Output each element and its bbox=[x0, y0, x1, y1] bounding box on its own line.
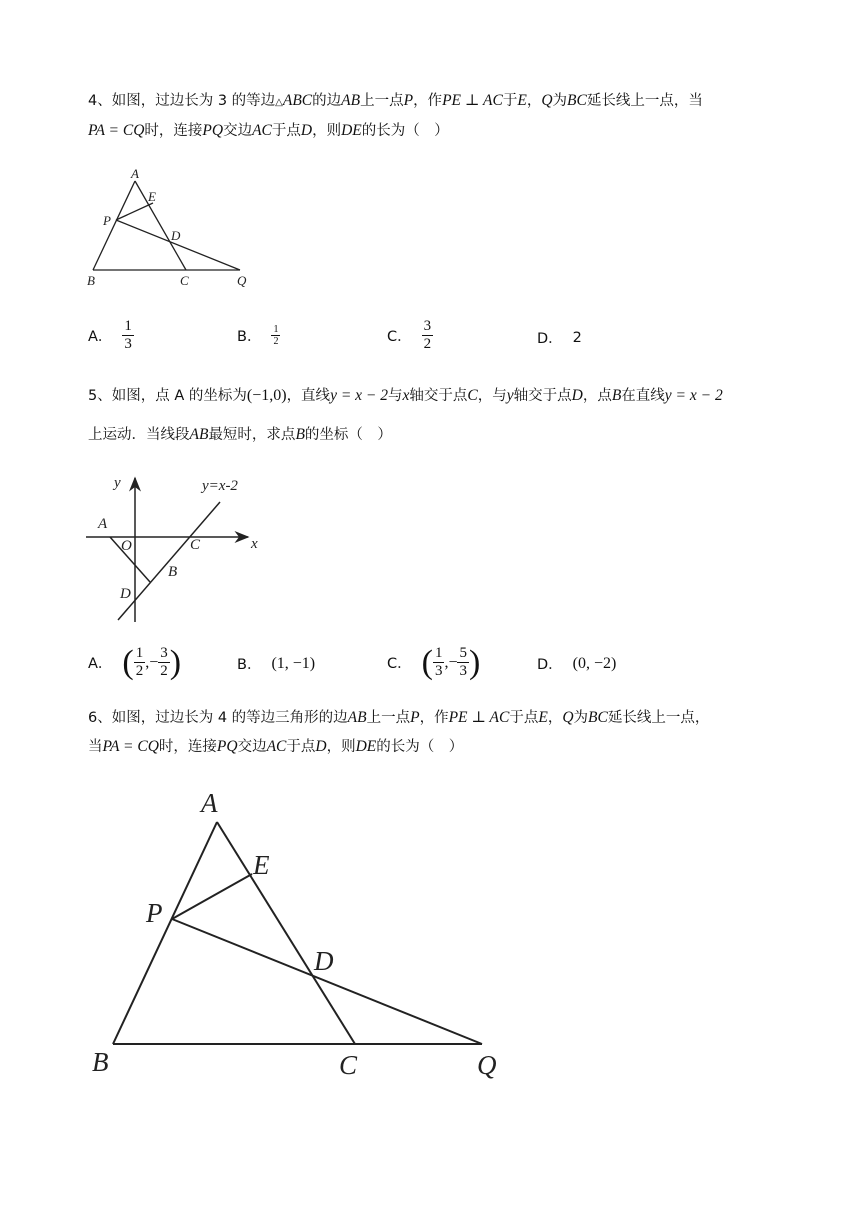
q4-text: 时，连接 bbox=[144, 123, 203, 139]
q6-text: 6、如图，过边长为 4 的等边三角形的边 bbox=[88, 710, 348, 726]
q4-segment-pe bbox=[116, 203, 153, 220]
line-y-eq-x-minus-2 bbox=[118, 502, 220, 620]
math-d: D bbox=[315, 738, 327, 755]
math-y: y bbox=[506, 387, 514, 404]
numerator: 5 bbox=[459, 645, 467, 661]
label-line-equation: y=x-2 bbox=[202, 478, 238, 494]
q5-text: 的坐标（ ） bbox=[304, 427, 392, 443]
q4-option-c[interactable] bbox=[387, 318, 433, 353]
q5-text: 5、如图，点 A 的坐标为 bbox=[88, 388, 247, 404]
separator: ,− bbox=[145, 653, 159, 671]
math-q: Q bbox=[541, 92, 553, 109]
option-label: B． bbox=[237, 329, 262, 345]
q5-text: ，点 bbox=[582, 388, 612, 404]
math-pe-perp-ac: PE ⊥ AC bbox=[448, 709, 510, 726]
paren-right: ) bbox=[169, 643, 182, 681]
q4-text: 延长线上一点，当 bbox=[586, 93, 703, 109]
option-value: (0, −2) bbox=[572, 654, 617, 672]
q6-side-ac bbox=[217, 822, 355, 1044]
q4-line-1 bbox=[88, 91, 703, 113]
q5-text: 与 bbox=[388, 388, 403, 404]
q4-option-a[interactable] bbox=[88, 318, 134, 353]
q5-option-d[interactable] bbox=[537, 653, 616, 674]
numerator: 1 bbox=[135, 645, 144, 661]
denominator: 2 bbox=[423, 336, 432, 352]
q6-label-c: C bbox=[339, 1050, 358, 1080]
q5-text: 最短时，求点 bbox=[208, 427, 296, 443]
math-e: E bbox=[517, 92, 527, 109]
q6-text: 当 bbox=[88, 739, 103, 755]
label-a: A bbox=[98, 516, 108, 532]
option-label: B． bbox=[237, 657, 262, 673]
option-label: D． bbox=[537, 657, 563, 673]
math-ac: AC bbox=[266, 738, 287, 755]
math-pq: PQ bbox=[216, 738, 238, 755]
q6-label-q: Q bbox=[477, 1050, 497, 1080]
option-label: C． bbox=[387, 329, 412, 345]
q6-label-a: A bbox=[201, 788, 218, 818]
q6-segment-pq bbox=[172, 919, 482, 1044]
fraction bbox=[457, 645, 469, 680]
option-value: (1, −1) bbox=[271, 654, 316, 672]
math-bc: BC bbox=[588, 709, 608, 726]
q4-text: 4、如图，过边长为 3 的等边 bbox=[88, 93, 276, 109]
q4-label-d: D bbox=[171, 228, 181, 243]
q5-text: 轴交于点 bbox=[409, 388, 468, 404]
q6-text: ， bbox=[547, 710, 563, 726]
denominator: 3 bbox=[434, 663, 443, 679]
fraction bbox=[158, 645, 170, 680]
q4-text: 于 bbox=[502, 93, 518, 109]
option-value: 2 bbox=[572, 329, 582, 346]
math-ab: AB bbox=[341, 92, 361, 109]
math-pa-eq-cq: PA = CQ bbox=[88, 122, 145, 139]
numerator: 1 bbox=[124, 318, 132, 334]
math-ab: AB bbox=[189, 426, 209, 443]
q6-text: 于点 bbox=[509, 710, 539, 726]
math-d: D bbox=[300, 122, 313, 139]
q6-text: 的长为（ ） bbox=[376, 739, 464, 755]
q5-text: 在直线 bbox=[621, 388, 665, 404]
q4-side-ac bbox=[135, 181, 186, 270]
q4-option-d[interactable] bbox=[537, 327, 582, 348]
math-bc: BC bbox=[567, 92, 587, 109]
math-ac: AC bbox=[252, 122, 272, 139]
q5-text: ，直线 bbox=[286, 388, 331, 404]
denominator: 2 bbox=[160, 663, 168, 679]
q6-label-d: D bbox=[314, 946, 334, 976]
math-b: B bbox=[611, 387, 622, 404]
math-line-eq: y = x − 2 bbox=[664, 387, 723, 404]
paren-left: ( bbox=[122, 643, 134, 681]
fraction bbox=[422, 318, 434, 353]
math-pq: PQ bbox=[202, 122, 224, 139]
math-e: E bbox=[538, 709, 548, 726]
q4-label-q: Q bbox=[237, 273, 247, 288]
q6-text: 时，连接 bbox=[158, 739, 217, 755]
option-label: A． bbox=[88, 656, 113, 672]
q4-label-a: A bbox=[131, 166, 139, 181]
q4-label-c: C bbox=[180, 273, 189, 288]
q5-figure bbox=[82, 470, 272, 625]
q6-text: 上一点 bbox=[366, 710, 411, 726]
fraction bbox=[271, 324, 280, 347]
math-p: P bbox=[410, 709, 420, 726]
numerator: 3 bbox=[160, 645, 168, 661]
q4-text: ，作 bbox=[413, 93, 443, 109]
q6-text: ，则 bbox=[326, 739, 356, 755]
denominator: 3 bbox=[459, 663, 467, 679]
fraction bbox=[122, 318, 134, 353]
triangle-symbol: △ bbox=[275, 97, 283, 108]
q5-text: ，与 bbox=[477, 388, 507, 404]
q5-option-a[interactable] bbox=[88, 645, 181, 680]
q4-figure bbox=[80, 162, 260, 292]
math-de: DE bbox=[355, 738, 377, 755]
math-d: D bbox=[571, 387, 583, 404]
q4-text: 上一点 bbox=[360, 93, 404, 109]
q6-text: 交边 bbox=[237, 739, 267, 755]
q6-text: ，作 bbox=[419, 710, 449, 726]
label-c: C bbox=[190, 537, 201, 553]
q4-text: ，则 bbox=[312, 123, 342, 139]
q6-line-2 bbox=[88, 737, 463, 757]
q4-text: ， bbox=[526, 93, 542, 109]
q6-text: 于点 bbox=[286, 739, 316, 755]
q5-option-b[interactable] bbox=[237, 653, 315, 674]
q6-segment-pe bbox=[172, 874, 252, 919]
numerator: 3 bbox=[423, 318, 432, 334]
option-label: C． bbox=[387, 656, 412, 672]
q6-label-p: P bbox=[146, 898, 163, 928]
math-de: DE bbox=[341, 122, 362, 139]
denominator: 3 bbox=[124, 336, 132, 352]
math-line-eq: y = x − 2 bbox=[330, 387, 388, 404]
q4-label-b: B bbox=[87, 273, 95, 288]
q4-label-e: E bbox=[148, 189, 156, 204]
math-b: B bbox=[295, 426, 305, 443]
q5-line-2 bbox=[88, 425, 392, 445]
q4-text: 交边 bbox=[223, 123, 253, 139]
q6-text: 延长线上一点， bbox=[607, 710, 710, 726]
q4-text: 的长为（ ） bbox=[361, 123, 449, 139]
numerator: 1 bbox=[434, 645, 443, 661]
label-x-axis: x bbox=[251, 536, 258, 552]
fraction bbox=[134, 645, 146, 680]
denominator: 2 bbox=[135, 663, 144, 679]
math-c: C bbox=[467, 387, 478, 404]
q6-label-e: E bbox=[253, 850, 270, 880]
q4-text: 为 bbox=[552, 93, 568, 109]
math-ab: AB bbox=[347, 709, 367, 726]
q5-option-c[interactable] bbox=[387, 645, 480, 680]
math-pa-eq-cq: PA = CQ bbox=[102, 738, 159, 755]
fraction bbox=[433, 645, 445, 680]
paren-left: ( bbox=[421, 643, 433, 681]
paren-right: ) bbox=[468, 643, 481, 681]
math-point-a: (−1,0) bbox=[246, 387, 287, 404]
math-abc: ABC bbox=[282, 92, 313, 109]
label-b: B bbox=[168, 564, 178, 580]
q6-figure bbox=[80, 780, 520, 1090]
option-label: A． bbox=[88, 329, 113, 345]
q4-label-p: P bbox=[103, 213, 111, 228]
label-d: D bbox=[120, 586, 131, 602]
numerator: 1 bbox=[273, 324, 279, 335]
q4-option-b[interactable] bbox=[237, 324, 280, 347]
denominator: 2 bbox=[273, 336, 279, 347]
q4-text: 的边 bbox=[312, 93, 342, 109]
q6-line-1 bbox=[88, 708, 709, 728]
separator: ,− bbox=[444, 653, 458, 671]
math-q: Q bbox=[562, 709, 574, 726]
label-o: O bbox=[121, 538, 132, 554]
math-x: x bbox=[402, 387, 410, 404]
math-pe-perp-ac: PE ⊥ AC bbox=[442, 92, 503, 109]
q6-side-ab bbox=[113, 822, 217, 1044]
q4-line-2 bbox=[88, 121, 449, 141]
q6-text: 为 bbox=[573, 710, 589, 726]
q4-text: 于点 bbox=[271, 123, 301, 139]
option-label: D． bbox=[537, 331, 563, 347]
q5-line-1 bbox=[88, 386, 723, 406]
q5-text: 轴交于点 bbox=[513, 388, 572, 404]
label-y-axis: y bbox=[114, 475, 121, 491]
q5-text: 上运动．当线段 bbox=[88, 427, 190, 443]
q6-label-b: B bbox=[92, 1047, 109, 1077]
math-p: P bbox=[403, 92, 414, 109]
